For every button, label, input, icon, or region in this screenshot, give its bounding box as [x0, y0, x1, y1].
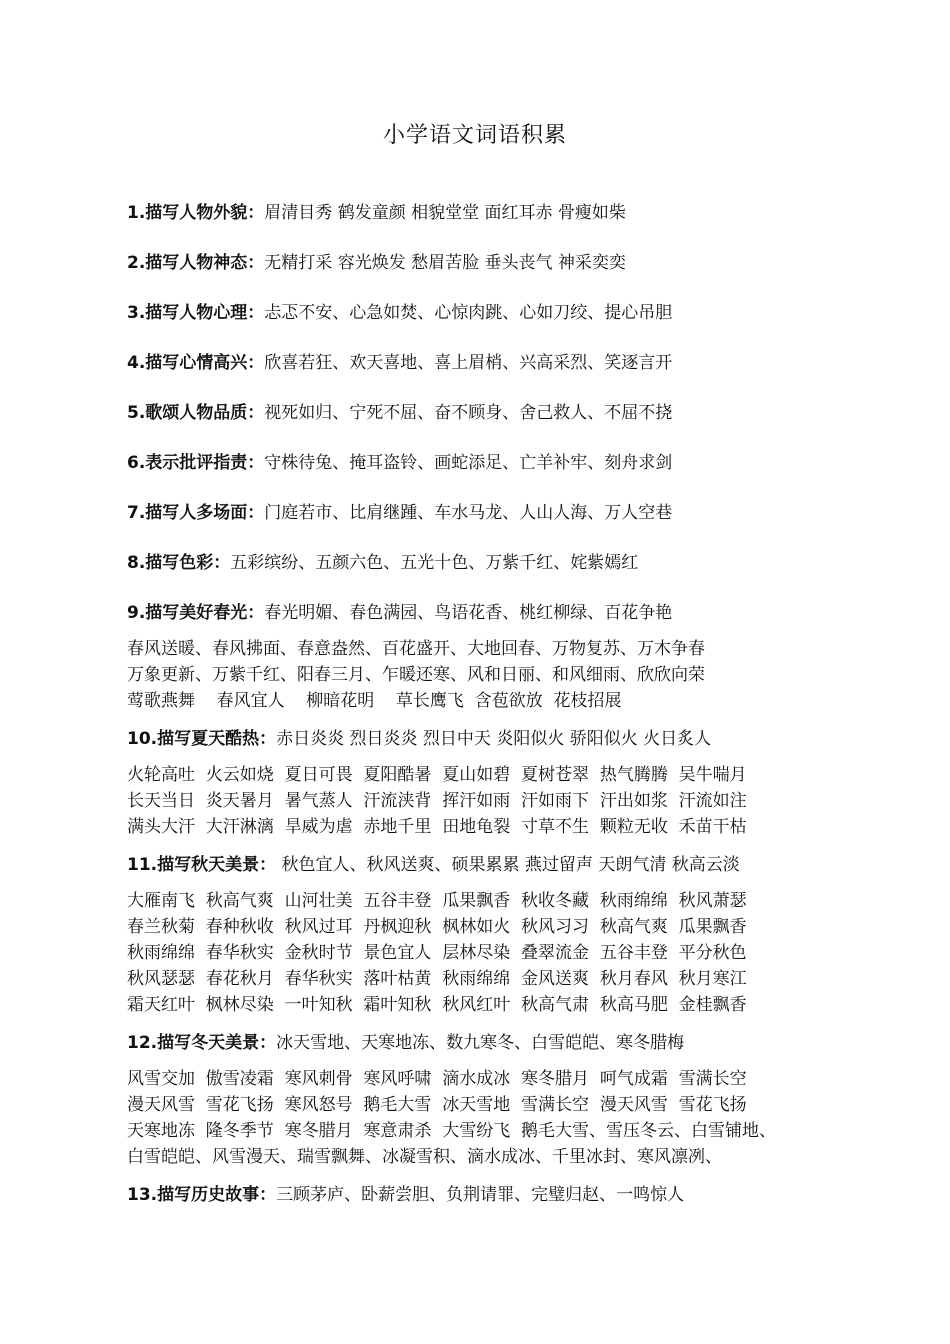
page-title: 小学语文词语积累	[382, 123, 567, 148]
section-words: 秋色宜人、秋风送爽、硕果累累 燕过留声 天朗气清 秋高云淡	[276, 855, 740, 875]
section-label: 2.描写人物神态：	[127, 253, 265, 273]
section-12	[127, 1030, 827, 1170]
section-heading	[127, 250, 827, 276]
section-words: 五彩缤纷、五颜六色、五光十色、万紫千红、姹紫嫣红	[230, 553, 639, 573]
section-label: 10.描写夏天酷热：	[127, 729, 277, 749]
section-extra-words	[127, 1066, 827, 1170]
section-9	[127, 600, 827, 714]
section-words: 三顾茅庐、卧薪尝胆、负荆请罪、完璧归赵、一鸣惊人	[276, 1185, 685, 1205]
section-7	[127, 500, 827, 526]
section-words: 守株待兔、掩耳盗铃、画蛇添足、亡羊补牢、刻舟求剑	[264, 453, 673, 473]
section-label: 3.描写人物心理：	[127, 303, 265, 323]
section-5	[127, 400, 827, 426]
section-heading	[127, 852, 827, 878]
section-heading	[127, 350, 827, 376]
section-heading	[127, 200, 827, 226]
section-words: 门庭若市、比肩继踵、车水马龙、人山人海、万人空巷	[264, 503, 673, 523]
section-label: 4.描写心情高兴：	[127, 353, 265, 373]
section-label: 7.描写人多场面：	[127, 503, 265, 523]
word-line: 秋风瑟瑟 春花秋月 春华秋实 落叶枯黄 秋雨绵绵 金风送爽 秋月春风 秋月寒江	[127, 969, 747, 989]
word-line: 万象更新、万紫千红、阳春三月、乍暖还寒、风和日丽、和风细雨、欣欣向荣	[127, 665, 705, 685]
section-words: 忐忑不安、心急如焚、心惊肉跳、心如刀绞、提心吊胆	[264, 303, 673, 323]
section-words: 赤日炎炎 烈日炎炎 烈日中天 炎阳似火 骄阳似火 火日炙人	[276, 729, 712, 749]
section-10	[127, 726, 827, 840]
word-line: 白雪皑皑、风雪漫天、瑞雪飘舞、冰凝雪积、滴水成冰、千里冰封、寒风凛冽、	[127, 1147, 722, 1167]
section-heading	[127, 1182, 827, 1208]
word-line: 霜天红叶 枫林尽染 一叶知秋 霜叶知秋 秋风红叶 秋高气肃 秋高马肥 金桂飘香	[127, 995, 747, 1015]
word-line: 满头大汗 大汗淋漓 旱威为虐 赤地千里 田地龟裂 寸草不生 颗粒无收 禾苗干枯	[127, 817, 747, 837]
word-line: 莺歌燕舞 春风宜人 柳暗花明 草长鹰飞 含苞欲放 花枝招展	[127, 691, 622, 711]
word-line: 春兰秋菊 春种秋收 秋风过耳 丹枫迎秋 枫林如火 秋风习习 秋高气爽 瓜果飘香	[127, 917, 747, 937]
section-label: 9.描写美好春光：	[127, 603, 265, 623]
section-heading	[127, 500, 827, 526]
word-line: 大雁南飞 秋高气爽 山河壮美 五谷丰登 瓜果飘香 秋收冬藏 秋雨绵绵 秋风萧瑟	[127, 891, 747, 911]
section-3	[127, 300, 827, 326]
section-label: 12.描写冬天美景：	[127, 1033, 277, 1053]
word-line: 风雪交加 傲雪凌霜 寒风刺骨 寒风呼啸 滴水成冰 寒冬腊月 呵气成霜 雪满长空	[127, 1069, 747, 1089]
word-line: 漫天风雪 雪花飞扬 寒风怒号 鹅毛大雪 冰天雪地 雪满长空 漫天风雪 雪花飞扬	[127, 1095, 747, 1115]
section-4	[127, 350, 827, 376]
section-1	[127, 200, 827, 226]
section-words: 春光明媚、春色满园、鸟语花香、桃红柳绿、百花争艳	[264, 603, 673, 623]
section-extra-words	[127, 762, 827, 840]
section-heading	[127, 550, 827, 576]
section-heading	[127, 300, 827, 326]
word-line: 长天当日 炎天暑月 暑气蒸人 汗流浃背 挥汗如雨 汗如雨下 汗出如浆 汗流如注	[127, 791, 747, 811]
section-words: 视死如归、宁死不屈、奋不顾身、舍己救人、不屈不挠	[264, 403, 673, 423]
section-8	[127, 550, 827, 576]
section-extra-words	[127, 636, 827, 714]
section-words: 欣喜若狂、欢天喜地、喜上眉梢、兴高采烈、笑逐言开	[264, 353, 673, 373]
word-list	[127, 200, 827, 1208]
section-extra-words	[127, 888, 827, 1018]
section-label: 11.描写秋天美景：	[127, 855, 277, 875]
section-heading	[127, 726, 827, 752]
section-label: 1.描写人物外貌：	[127, 203, 265, 223]
section-heading	[127, 450, 827, 476]
section-label: 5.歌颂人物品质：	[127, 403, 265, 423]
section-6	[127, 450, 827, 476]
section-heading	[127, 400, 827, 426]
section-13	[127, 1182, 827, 1208]
section-label: 6.表示批评指责：	[127, 453, 265, 473]
section-heading	[127, 600, 827, 626]
word-line: 天寒地冻 隆冬季节 寒冬腊月 寒意肃杀 大雪纷飞 鹅毛大雪、雪压冬云、白雪铺地、	[127, 1121, 777, 1141]
word-line: 春风送暖、春风拂面、春意盎然、百花盛开、大地回春、万物复苏、万木争春	[127, 639, 705, 659]
section-11	[127, 852, 827, 1018]
section-words: 眉清目秀 鹤发童颜 相貌堂堂 面红耳赤 骨瘦如柴	[264, 203, 626, 223]
word-line: 火轮高吐 火云如烧 夏日可畏 夏阳酷暑 夏山如碧 夏树苍翠 热气腾腾 吴牛喘月	[127, 765, 747, 785]
section-2	[127, 250, 827, 276]
section-heading	[127, 1030, 827, 1056]
word-line: 秋雨绵绵 春华秋实 金秋时节 景色宜人 层林尽染 叠翠流金 五谷丰登 平分秋色	[127, 943, 747, 963]
section-words: 冰天雪地、天寒地冻、数九寒冬、白雪皑皑、寒冬腊梅	[276, 1033, 685, 1053]
section-label: 13.描写历史故事：	[127, 1185, 277, 1205]
section-label: 8.描写色彩：	[127, 553, 231, 573]
section-words: 无精打采 容光焕发 愁眉苦脸 垂头丧气 神采奕奕	[264, 253, 626, 273]
